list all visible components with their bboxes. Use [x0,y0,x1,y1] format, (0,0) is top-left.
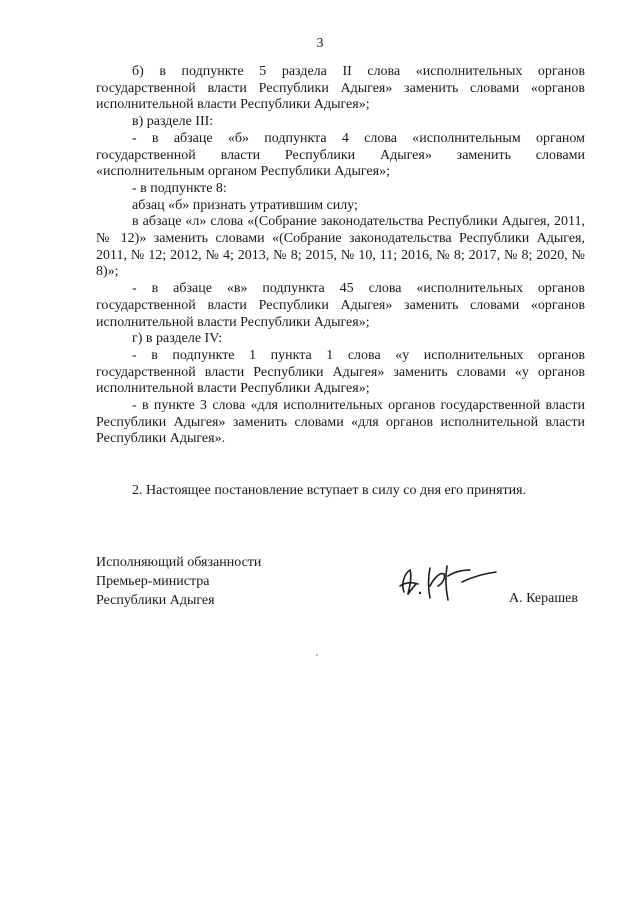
effective-date-clause [96,482,585,499]
signer-name: А. Керашев [509,591,578,606]
signer-title-line-3: Республики Адыгея [96,593,215,608]
paragraph-v-item-2b: в абзаце «л» слова «(Собрание законодательства Республики Адыгея, 2011, № 12)» заменить словами «(Собрание законодательства Республики Адыгея, 2011, № 12; 2012, № 4; 2013, № 8; 2015, № 10, 11; 2016, № 8; 2017, № 8; 2020, № 8)»; [96,214,585,280]
handwritten-signature [392,556,502,606]
paragraph-g-item-2: - в пункте 3 слова «для исполнительных органов государственной власти Республики Адыгея» заменить словами «для органов исполнительной власти Республики Адыгея». [96,398,585,447]
paragraph-v-item-3: - в абзаце «в» подпункта 45 слова «исполнительных органов государственной власти Республики Адыгея» заменить словами «органов исполнительной власти Республики Адыгея»; [96,281,585,330]
paragraph-v-item-1: - в абзаце «б» подпункта 4 слова «исполнительным органом государственной власти Республики Адыгея» заменить словами «исполнительным органом Республики Адыгея»; [96,130,585,180]
paragraph-g-heading: г) в разделе IV: [132,331,223,347]
signer-title-block [96,553,261,610]
paragraph-b-section-2: б) в подпункте 5 раздела II слова «исполнительных органов государственной власти Республики Адыгея» заменить словами «органов исполнительной власти Республики Адыгея»; [96,64,585,113]
amendments-text [96,64,585,448]
clause-2-text: 2. Настоящее постановление вступает в силу со дня его принятия. [132,483,527,498]
page-number: 3 [316,36,324,51]
paragraph-g-item-1: - в подпункте 1 пункта 1 слова «у исполнительных органов государственной власти Республики Адыгея» заменить словами «у органов исполнительной власти Республики Адыгея»; [96,347,585,397]
paragraph-v-heading: в) разделе III: [132,114,214,130]
signer-title-line-1: Исполняющий обязанности [96,555,262,570]
scan-speck [316,654,318,656]
paragraph-v-item-2a: абзац «б» признать утратившим силу; [132,197,358,213]
paragraph-v-item-2: - в подпункте 8: [132,180,227,196]
signer-title-line-2: Премьер-министра [96,574,210,589]
